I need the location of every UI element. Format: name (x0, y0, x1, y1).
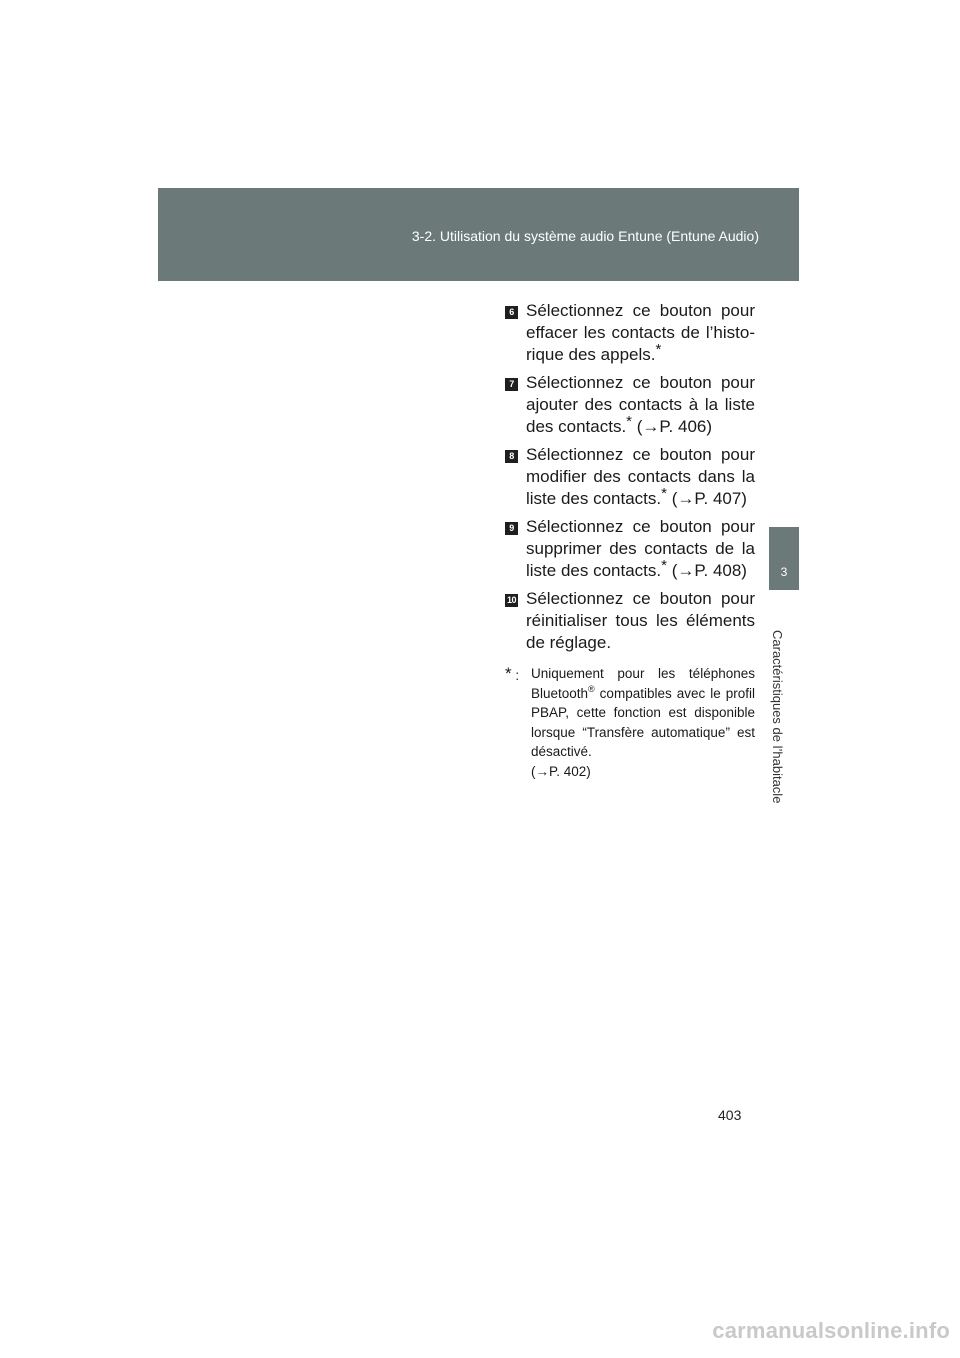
item-text: Sélectionnez ce bouton pour ajouter des contacts à la liste des contacts. (526, 373, 755, 436)
footnote-page-reference: (→P. 402) (531, 763, 591, 779)
list-item (505, 444, 755, 510)
page-reference: (→P. 407) (666, 489, 747, 508)
list-item (505, 588, 755, 654)
watermark: carmanualsonline.info (712, 1318, 950, 1343)
item-text: Sélectionnez ce bouton pour modifier des contacts dans la liste des contacts. (526, 445, 755, 508)
item-text: Sélectionnez ce bouton pour réinitialiser tous les éléments de réglage. (526, 589, 755, 652)
asterisk-mark: * (626, 413, 633, 430)
footnote-text-continued: compatibles avec le profil PBAP, cette fonction est disponible lorsque “Transfère automatique” est désactivé. (531, 685, 755, 759)
chapter-number: 3 (780, 565, 788, 579)
asterisk-mark: * (661, 485, 667, 502)
item-number-badge: 9 (505, 522, 518, 535)
list-item (505, 516, 755, 582)
chapter-tab (769, 527, 799, 590)
asterisk-mark: * (655, 341, 662, 358)
item-number-badge: 6 (505, 306, 518, 319)
item-number-badge: 7 (505, 378, 518, 391)
footnote-text: Uniquement pour les téléphones Bluetooth (531, 666, 755, 701)
item-number-badge: 10 (506, 595, 516, 605)
item-number-badge: 8 (505, 450, 518, 463)
page-number: 403 (718, 1107, 742, 1123)
section-title: 3-2. Utilisation du système audio Entune (Entune Audio) (411, 228, 759, 244)
item-text: Sélectionnez ce bouton pour effacer les contacts de l’histo-rique des appels. (526, 301, 755, 364)
section-header-bar (158, 188, 799, 281)
chapter-label: Caractéristiques de l’habitacle (770, 630, 785, 804)
asterisk-mark: * (661, 557, 667, 574)
item-text: Sélectionnez ce bouton pour supprimer des contacts de la liste des contacts. (526, 517, 755, 580)
item-list (505, 300, 755, 781)
list-item (505, 372, 755, 438)
footnote (505, 664, 755, 781)
page-reference: (→P. 408) (666, 561, 747, 580)
footnote-colon: : (511, 668, 520, 683)
footnote-asterisk: * (505, 664, 512, 683)
registered-mark: ® (588, 683, 595, 694)
page-reference: (→P. 406) (632, 417, 713, 436)
list-item (505, 300, 755, 366)
